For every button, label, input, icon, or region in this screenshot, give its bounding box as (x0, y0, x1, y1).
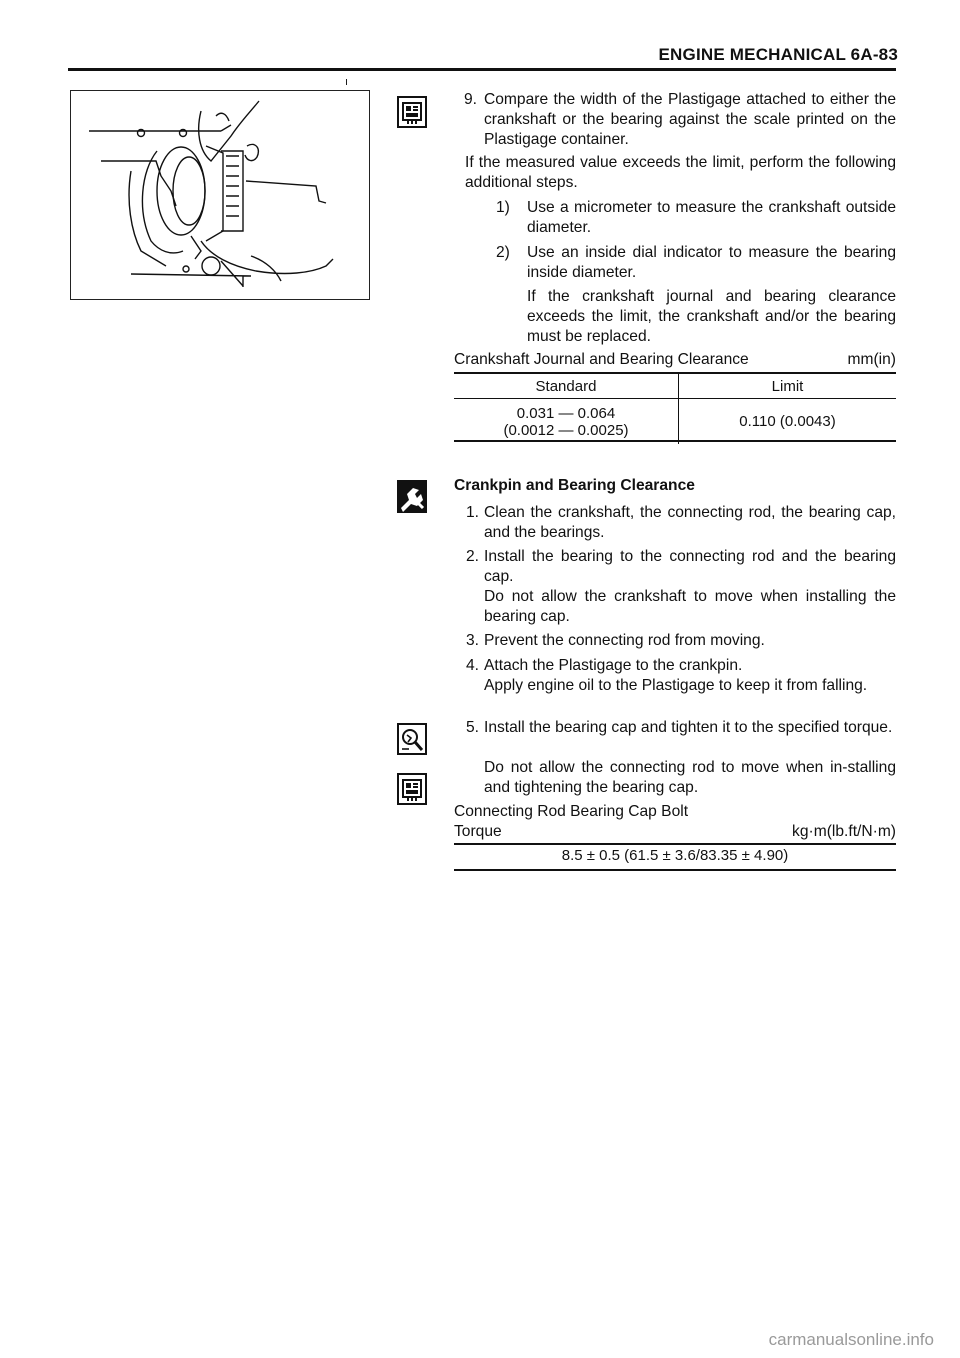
journal-table-unit: mm(in) (847, 351, 896, 368)
col-header-standard: Standard (454, 374, 679, 399)
crankpin-step-2-number: 2. (466, 548, 480, 565)
site-watermark: carmanualsonline.info (768, 1330, 934, 1349)
crankpin-step-1-number: 1. (466, 504, 480, 521)
sub-step-2-number: 2) (496, 244, 510, 261)
plastigage-measurement-illustration (70, 90, 370, 300)
sub-step-note: If the crankshaft journal and bearing clearance exceeds the limit, the crankshaft and/or the bearing must be replaced. (527, 288, 896, 345)
step-9-text: Compare the width of the Plastigage attached to either the crankshaft or the bearing against the scale printed on the Plastigage container. (484, 91, 896, 148)
journal-clearance-table (454, 374, 896, 444)
crankshaft-drawing (71, 91, 369, 299)
sub-step-1-text: Use a micrometer to measure the crankshaft outside diameter. (527, 199, 896, 236)
crankpin-step-3-text: Prevent the connecting rod from moving. (484, 632, 765, 649)
crankpin-step-4-text: Attach the Plastigage to the crankpin. (484, 657, 743, 674)
limit-value: 0.110 (0.0043) (739, 413, 836, 430)
torque-value: 8.5 ± 0.5 (61.5 ± 3.6/83.35 ± 4.90) (561, 847, 789, 864)
crankpin-step-4-number: 4. (466, 657, 480, 674)
page-header-title: ENGINE MECHANICAL 6A-83 (658, 45, 898, 64)
crankpin-section-heading: Crankpin and Bearing Clearance (454, 477, 695, 494)
crankpin-step-1-text: Clean the crankshaft, the connecting rod, the bearing cap, and the bearings. (484, 504, 896, 541)
sub-step-2-text: Use an inside dial indicator to measure the bearing inside diameter. (527, 244, 896, 281)
standard-value-in: (0.0012 — 0.0025) (503, 422, 629, 439)
header-rule (68, 68, 896, 71)
inspection-gauge-icon-2 (397, 773, 427, 805)
crankpin-step-3-number: 3. (466, 632, 480, 649)
disassembly-wrench-icon (397, 480, 427, 513)
standard-cell (454, 399, 679, 445)
torque-unit: kg·m(lb.ft/N·m) (792, 823, 896, 840)
col-header-limit: Limit (771, 377, 804, 395)
sub-step-1-number: 1) (496, 199, 510, 216)
crankpin-step-5-number: 5. (466, 719, 480, 736)
crankpin-step-2-text: Install the bearing to the connecting rod and the bearing cap. (484, 548, 896, 585)
figure-mark: ı (345, 76, 349, 88)
torque-top-rule (454, 843, 896, 845)
torque-title-line2: Torque (454, 823, 502, 840)
torque-wrench-icon (397, 723, 427, 755)
torque-title-line1: Connecting Rod Bearing Cap Bolt (454, 803, 689, 820)
crankpin-step-4-note: Apply engine oil to the Plastigage to keep it from falling. (484, 677, 868, 694)
torque-bottom-rule (454, 869, 896, 871)
step-9-note: If the measured value exceeds the limit, perform the following additional steps. (465, 154, 896, 191)
table-bottom-rule (454, 440, 896, 442)
crankpin-step-2-note: Do not allow the crankshaft to move when installing the bearing cap. (484, 588, 896, 625)
standard-value-mm: 0.031 — 0.064 (516, 405, 616, 422)
journal-table-title: Crankshaft Journal and Bearing Clearance (454, 351, 749, 368)
crankpin-step-5-note: Do not allow the connecting rod to move when in-stalling and tightening the bearing cap. (484, 759, 896, 796)
crankpin-step-5-text: Install the bearing cap and tighten it to the specified torque. (484, 719, 893, 736)
inspection-gauge-icon (397, 96, 427, 128)
step-9-number: 9. (464, 91, 478, 108)
